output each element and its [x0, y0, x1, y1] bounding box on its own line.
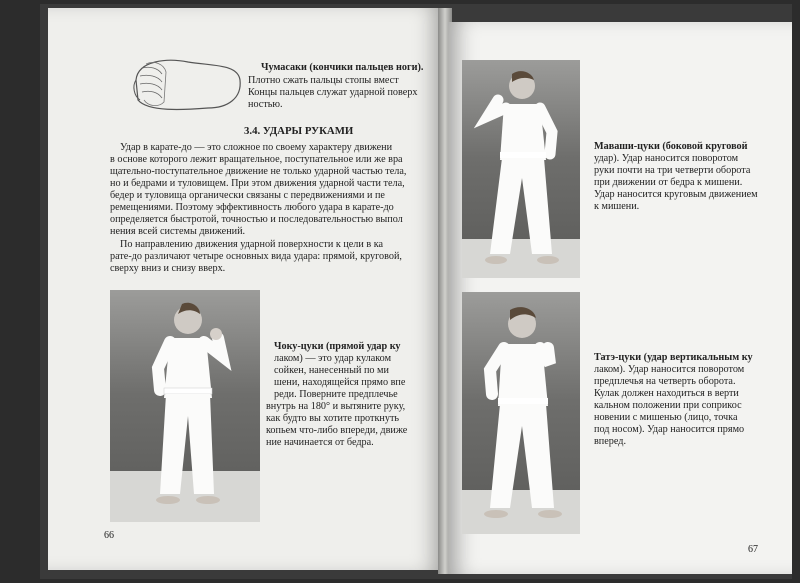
caption2-line-1: лаком). Удар наносится поворотом	[594, 364, 745, 375]
caption-line-3: шени, находящейся прямо впе	[274, 377, 406, 388]
caption1-line-2: руки почти на три четверти оборота	[594, 165, 751, 176]
caption-line-1: лаком) — это удар кулаком	[274, 353, 392, 364]
intro-line-1: Удар в карате-до — это сложное по своему характеру движени	[120, 142, 393, 153]
caption-line-7: копьем что-либо впереди, движе	[266, 425, 408, 436]
intro-line-4: но и бедрами и туловищем. При этом движения ударной части тела,	[110, 178, 405, 189]
caption2-line-6: под носом). Удар наносится прямо	[594, 424, 745, 435]
caption1-term: Маваши-цуки (боковой круговой	[594, 141, 748, 152]
intro-line-6: ремещениями. Поэтому эффективность любого удара в карате-до	[110, 202, 394, 213]
caption-term: Чоку-цуки (прямой удар ку	[274, 341, 401, 352]
page-number-right: 67	[748, 544, 758, 555]
intro-line-9: По направлению движения ударной поверхности к цели в ка	[120, 239, 384, 250]
header-line-3: ностью.	[248, 99, 283, 110]
header-line-2: Концы пальцев служат ударной поверх	[248, 87, 418, 98]
caption1-line-5: к мишени.	[594, 201, 640, 212]
intro-line-8: нения всей системы движений.	[110, 226, 246, 237]
caption2-line-7: вперед.	[594, 436, 626, 447]
header-term: Чумасаки (кончики пальцев ноги).	[261, 62, 424, 73]
caption2-line-4: кальном положении при соприкос	[594, 400, 742, 411]
caption-line-8: ние начинается от бедра.	[266, 437, 374, 448]
caption-line-2: сойкен, нанесенный по ми	[274, 365, 389, 376]
caption2-line-3: Кулак должен находиться в верти	[594, 388, 739, 399]
caption-line-5: внутрь на 180° и вытяните руку,	[266, 401, 406, 412]
intro-line-5: бедер и туловища органически связаны с передвижениями и пе	[110, 190, 385, 201]
left-page	[48, 8, 443, 570]
intro-line-11: сверху вниз и снизу вверх.	[110, 263, 226, 274]
intro-line-3: щательно-поступательное движение не только ударной частью тела,	[110, 166, 407, 177]
foot-sketch	[128, 50, 248, 120]
intro-line-2: в основе которого лежит вращательное, поступательное или же вра	[110, 154, 403, 165]
intro-line-7: определяется быстротой, точностью и последовательностью выпол	[110, 214, 403, 225]
page-number-left: 66	[104, 530, 114, 541]
caption1-line-4: Удар наносится круговым движением	[594, 189, 758, 200]
caption2-line-5: новении с мишенью (лицо, точка	[594, 412, 738, 423]
right-page	[448, 22, 792, 574]
caption2-term: Татэ-цуки (удар вертикальным ку	[594, 352, 753, 363]
caption2-line-2: предплечья на четверть оборота.	[594, 376, 736, 387]
intro-line-10: рате-до различают четыре основных вида удара: прямой, круговой,	[110, 251, 402, 262]
section-title: 3.4. УДАРЫ РУКАМИ	[244, 125, 354, 137]
photo-choku-zuki	[110, 290, 260, 522]
caption1-line-3: при движении от бедра к мишени.	[594, 177, 743, 188]
caption-line-4: реди. Поверните предплечье	[274, 389, 398, 400]
header-line-1: Плотно сжать пальцы стопы вмест	[248, 75, 399, 86]
caption1-line-1: удар). Удар наносится поворотом	[594, 153, 739, 164]
photo-mawashi-zuki	[462, 60, 580, 278]
caption-line-6: как будто вы хотите проткнуть	[266, 413, 400, 424]
photo-tate-zuki	[462, 292, 580, 534]
